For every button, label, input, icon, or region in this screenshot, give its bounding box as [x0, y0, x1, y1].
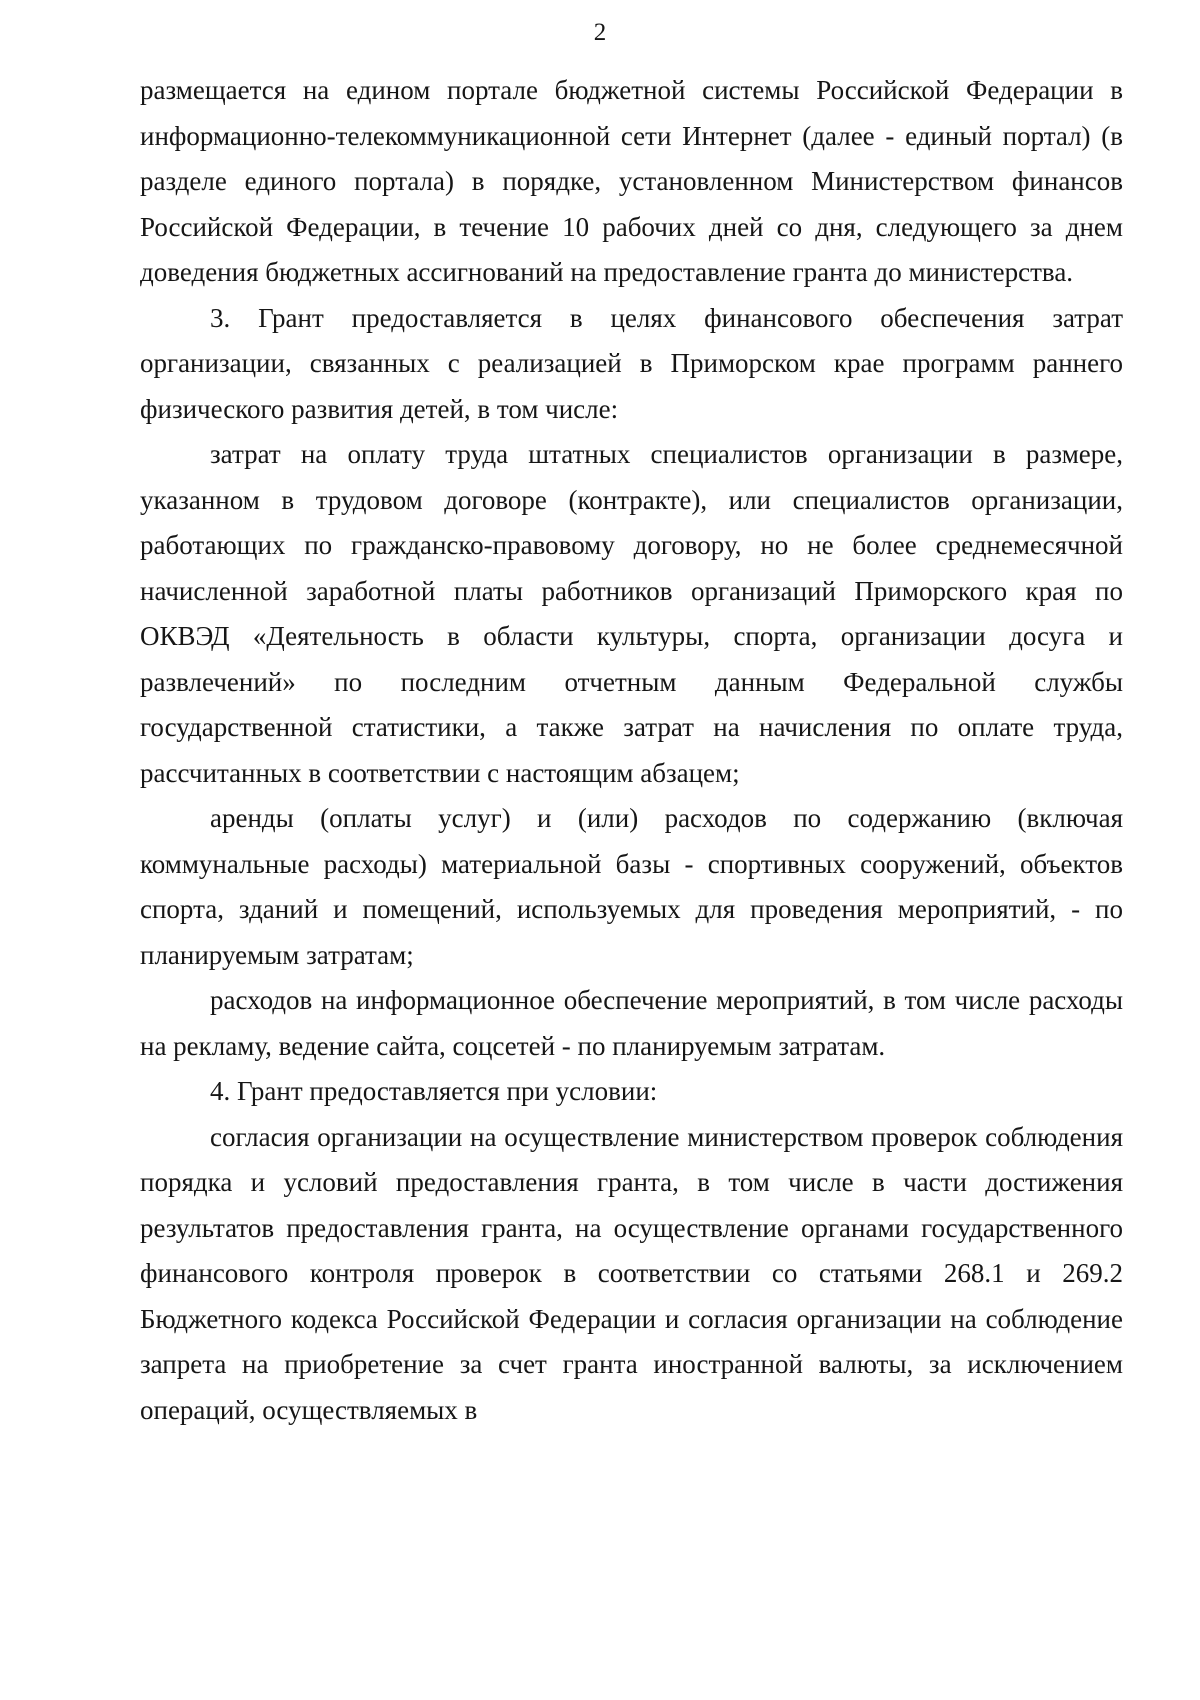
paragraph-clause-4: 4. Грант предоставляется при условии:: [210, 1076, 658, 1106]
page-number: 2: [593, 19, 607, 46]
paragraph-clause-3: 3. Грант предоставляется в целях финансового обеспечения затрат организации, связанных с реализацией в Приморском крае программ раннего физического развития детей, в том числе:: [140, 302, 1123, 424]
paragraph-clause-4-consent: согласия организации на осуществление министерством проверок соблюдения порядка и условий предоставления гранта, в том числе в части достижения результатов предоставления гранта, на осуществление органами государственного финансового контроля проверок в соответствии со статьями 268.1 и 269.2 Бюджетного кодекса Российской Федерации и согласия организации на соблюдение запрета на приобретение за счет гранта иностранной валюты, за исключением операций, осуществляемых в: [140, 1121, 1123, 1425]
paragraph-clause-3-info: расходов на информационное обеспечение мероприятий, в том числе расходы на рекламу, ведение сайта, соцсетей - по планируемым затратам.: [140, 985, 1123, 1061]
paragraph-clause-3-salary: затрат на оплату труда штатных специалистов организации в размере, указанном в трудовом договоре (контракте), или специалистов организации, работающих по гражданско-правовому договору, но не более среднемесячной начисленной заработной платы работников организаций Приморского края по ОКВЭД «Деятельность в области культуры, спорта, организации досуга и развлечений» по последним отчетным данным Федеральной службы государственной статистики, а также затрат на начисления по оплате труда, рассчитанных в соответствии с настоящим абзацем;: [140, 439, 1123, 788]
paragraph-clause-3-rent: аренды (оплаты услуг) и (или) расходов по содержанию (включая коммунальные расходы) материальной базы - спортивных сооружений, объектов спорта, зданий и помещений, используемых для проведения мероприятий, - по планируемым затратам;: [140, 803, 1123, 970]
paragraph-intro-continuation: размещается на едином портале бюджетной системы Российской Федерации в информационно-телекоммуникационной сети Интернет (далее - единый портал) (в разделе единого портала) в порядке, установленном Министерством финансов Российской Федерации, в течение 10 рабочих дней со дня, следующего за днем доведения бюджетных ассигнований на предоставление гранта до министерства.: [140, 75, 1123, 287]
document-body: [140, 68, 1123, 1433]
